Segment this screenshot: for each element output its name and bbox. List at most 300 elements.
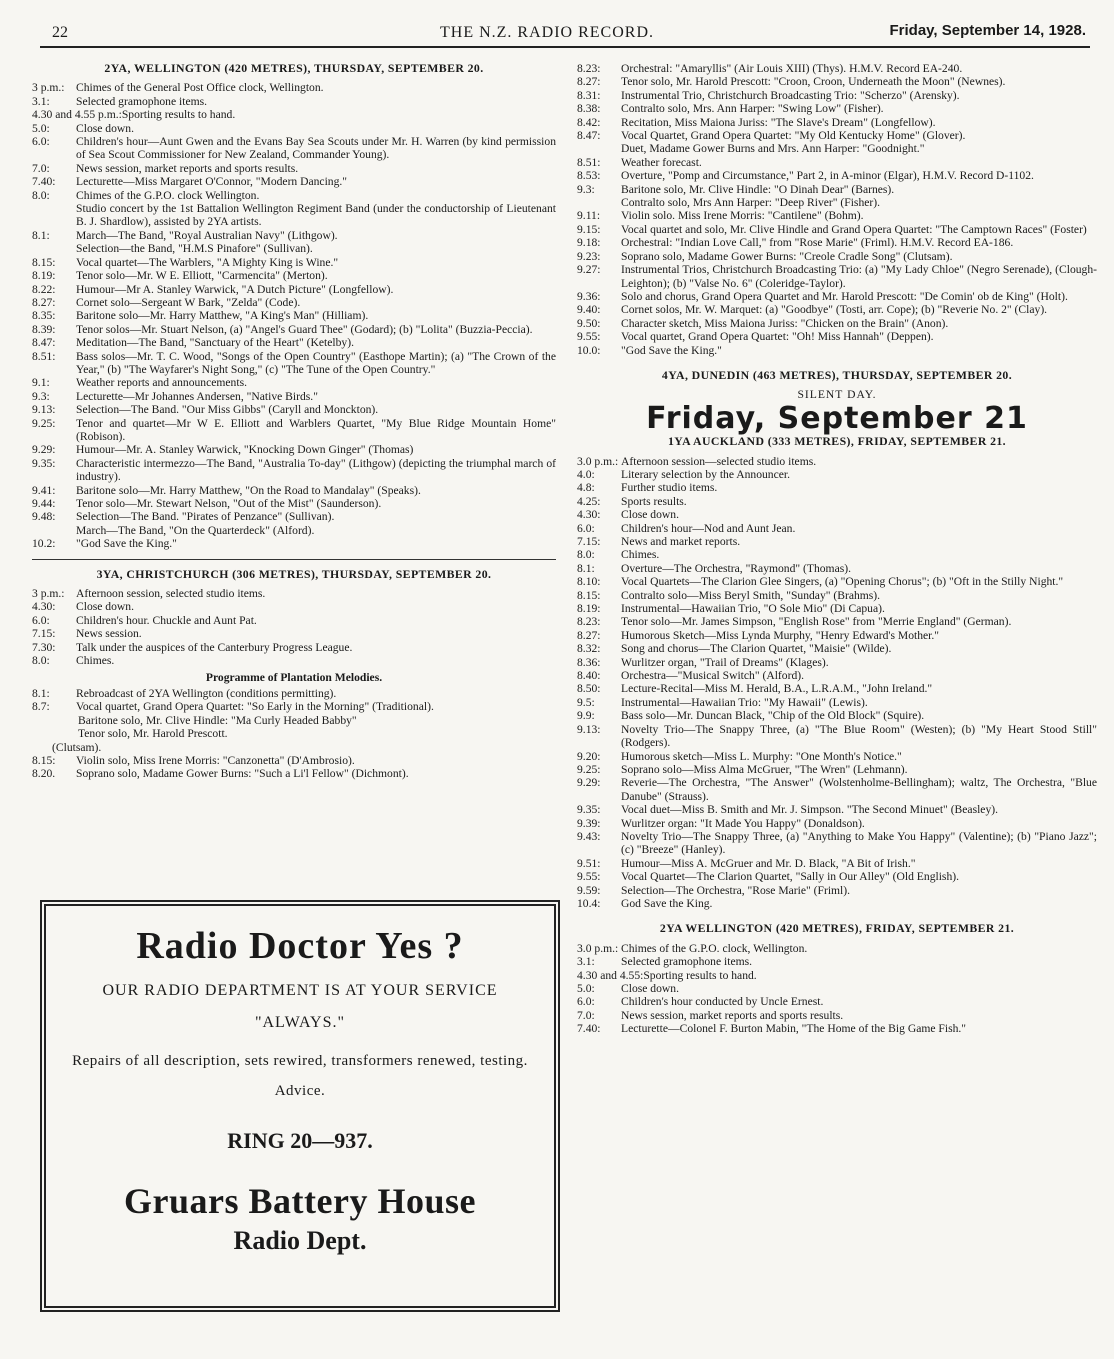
issue-date: Friday, September 14, 1928. bbox=[889, 22, 1086, 39]
programme-entry bbox=[32, 283, 556, 296]
programme-entry bbox=[32, 108, 556, 121]
entry-text: Tenor solo—Mr. Stewart Nelson, "Out of the Mist" (Saunderson). bbox=[76, 497, 382, 510]
programme-entry bbox=[577, 344, 1097, 357]
entry-text: Orchestra—"Musical Switch" (Alford). bbox=[621, 669, 805, 683]
programme-entry bbox=[577, 1009, 1097, 1022]
programme-entry bbox=[577, 969, 1097, 982]
programme-entry bbox=[32, 484, 556, 497]
entry-text: Children's hour—Nod and Aunt Jean. bbox=[621, 521, 796, 535]
entry-text: Vocal quartet and solo, Mr. Clive Hindle and Grand Opera Quartet: "The Camptown Races" (Foster) bbox=[621, 222, 1087, 236]
entry-text: Soprano solo—Miss Alma McGruer, "The Wren" (Lehmann). bbox=[621, 762, 908, 776]
right-column bbox=[577, 62, 1097, 1036]
entry-time: 9.13: bbox=[32, 403, 56, 417]
entry-text: Contralto solo, Mrs Ann Harper: "Deep River" (Fisher). bbox=[621, 196, 881, 210]
entry-text: Baritone solo, Mr. Clive Hindle: "O Dinah Dear" (Barnes). bbox=[621, 182, 895, 196]
programme-entry bbox=[32, 81, 556, 94]
entry-text: Talk under the auspices of the Canterbury Progress League. bbox=[76, 640, 353, 654]
entry-time: 4.25: bbox=[577, 494, 601, 508]
programme-entry bbox=[32, 587, 556, 600]
entry-time: 9.13: bbox=[577, 722, 601, 736]
entry-text: Lecturette—Colonel F. Burton Mabin, "The Home of the Big Game Fish." bbox=[621, 1022, 967, 1036]
entry-text: Soprano solo, Madame Gower Burns: "Such a Li'l Fellow" (Dichmont). bbox=[76, 767, 409, 781]
entry-time: 8.35: bbox=[32, 309, 56, 323]
entry-time: 8.0: bbox=[32, 188, 50, 202]
programme-entry bbox=[577, 682, 1097, 695]
programme-entry bbox=[577, 75, 1097, 88]
section-2ya-friday bbox=[577, 922, 1097, 1035]
entry-time: 9.36: bbox=[577, 289, 601, 303]
entry-time: 8.42: bbox=[577, 115, 601, 129]
entry-text: Contralto solo—Miss Beryl Smith, "Sunday" (Brahms). bbox=[621, 588, 881, 602]
entry-text: News session. bbox=[76, 627, 142, 641]
entry-text: Children's hour conducted by Uncle Ernest. bbox=[621, 995, 824, 1009]
entry-text: Cornet solos, Mr. W. Marquet: (a) "Goodbye" (Tosti, arr. Cope); (b) "Reverie No. 2" (Clay). bbox=[621, 303, 1048, 317]
programme-entry bbox=[577, 317, 1097, 330]
entry-time: 9.29: bbox=[577, 776, 601, 790]
programme-entry bbox=[577, 236, 1097, 249]
programme-entry bbox=[577, 303, 1097, 316]
page-header bbox=[40, 18, 1090, 44]
entry-time: 4.8: bbox=[577, 481, 595, 495]
section-4ya-thursday bbox=[577, 369, 1097, 402]
entry-text: Baritone solo—Mr. Harry Matthew, "On the Road to Mandalay" (Speaks). bbox=[76, 483, 421, 497]
entry-time: 9.44: bbox=[32, 497, 56, 510]
entry-time: 6.0: bbox=[32, 135, 50, 149]
programme-entry bbox=[32, 654, 556, 667]
entry-time: 3 p.m.: bbox=[32, 587, 65, 601]
entry-text: Humour—Miss A. McGruer and Mr. D. Black, "A Bit of Irish." bbox=[621, 856, 916, 870]
section-3ya-thursday bbox=[32, 568, 556, 781]
entry-text: Selection—the Band, "H.M.S Pinafore" (Sullivan). bbox=[76, 242, 313, 256]
entry-text: Studio concert by the 1st Battalion Wellington Regiment Band (under the conductorship of Lieutenant B. J. Shardlow), assisted by 2YA artists. bbox=[76, 202, 556, 229]
programme-entry bbox=[577, 62, 1097, 75]
programme-entry bbox=[577, 817, 1097, 830]
programme-entry bbox=[577, 495, 1097, 508]
ad-repairs-line: Repairs of all description, sets rewired, transformers renewed, testing. Advice. bbox=[72, 1053, 528, 1099]
programme-entry bbox=[577, 183, 1097, 196]
entry-time: 6.0: bbox=[577, 995, 595, 1009]
entry-text: Chimes. bbox=[76, 654, 115, 668]
entry-text: Close down. bbox=[621, 982, 679, 995]
entry-time: 8.27: bbox=[32, 295, 56, 309]
programme-entry bbox=[577, 615, 1097, 628]
entry-time: 9.40: bbox=[577, 303, 601, 317]
entry-text: Sporting results to hand. bbox=[121, 108, 236, 122]
entry-time: 8.19: bbox=[32, 269, 56, 283]
entry-time: 10.4: bbox=[577, 896, 601, 910]
entry-time bbox=[32, 242, 76, 255]
entry-text: Chimes. bbox=[621, 548, 660, 562]
entry-time bbox=[32, 524, 76, 537]
ad-title: Radio Doctor Yes ? bbox=[136, 925, 464, 967]
entry-time: 3 p.m.: bbox=[32, 81, 65, 95]
programme-entry bbox=[577, 589, 1097, 602]
entry-time: 8.23: bbox=[577, 62, 601, 75]
entry-text: Instrumental Trios, Christchurch Broadcasting Trio: (a) "My Lady Chloe" (Negro Serenade), (Clough-Leighton); (b) "Valse No. 6" (Coleridge-Taylor). bbox=[621, 263, 1097, 290]
entry-text: Lecturette—Mr Johannes Andersen, "Native Birds." bbox=[76, 389, 318, 403]
programme-entry bbox=[32, 627, 556, 640]
programme-entry bbox=[577, 995, 1097, 1008]
entry-time: 8.27: bbox=[577, 75, 601, 89]
entry-time: 9.59: bbox=[577, 883, 601, 897]
entry-time: 8.15: bbox=[32, 255, 56, 269]
entry-text: Humour—Mr A. Stanley Warwick, "A Dutch Picture" (Longfellow). bbox=[76, 282, 394, 296]
entry-text: Wurlitzer organ: "It Made You Happy" (Donaldson). bbox=[621, 816, 865, 830]
entry-text: Further studio items. bbox=[621, 481, 718, 495]
programme-entry bbox=[32, 309, 556, 322]
section-heading: 2YA WELLINGTON (420 METRES), FRIDAY, SEPTEMBER 21. bbox=[659, 921, 1015, 936]
ad-always-line: "ALWAYS." bbox=[254, 1014, 346, 1031]
programme-entry bbox=[577, 776, 1097, 803]
entry-text: Rebroadcast of 2YA Wellington (conditions permitting). bbox=[76, 686, 337, 700]
programme-entry bbox=[577, 156, 1097, 169]
programme-entry bbox=[577, 468, 1097, 481]
entry-text: Vocal Quartet—The Clarion Quartet, "Sally in Our Alley" (Old English). bbox=[621, 870, 959, 884]
entry-time: 8.19: bbox=[577, 602, 601, 616]
entry-time: 8.40: bbox=[577, 669, 601, 683]
programme-entry bbox=[577, 575, 1097, 588]
entry-time: 9.27: bbox=[577, 263, 601, 277]
programme-entry bbox=[32, 754, 556, 767]
entry-time: 8.20. bbox=[32, 767, 56, 781]
entry-text: Reverie—The Orchestra, "The Answer" (Wolstenholme-Bellingham); waltz, The Orchestra, "Blue Danube" (Strauss). bbox=[621, 776, 1097, 803]
entry-text: Close down. bbox=[76, 121, 134, 135]
section-heading: 3YA, CHRISTCHURCH (306 METRES), THURSDAY, SEPTEMBER 20. bbox=[96, 566, 492, 581]
entry-time: 8.0: bbox=[32, 654, 50, 668]
programme-entry bbox=[577, 142, 1097, 155]
entry-text: Cornet solo—Sergeant W Bark, "Zelda" (Code). bbox=[76, 295, 301, 309]
entry-time: 8.50: bbox=[577, 682, 601, 696]
programme-entry bbox=[32, 269, 556, 282]
entry-time: 9.55: bbox=[577, 870, 601, 884]
programme-entry bbox=[577, 870, 1097, 883]
entry-time: 9.43: bbox=[577, 829, 601, 843]
section-heading: 4YA, DUNEDIN (463 METRES), THURSDAY, SEPTEMBER 20. bbox=[661, 367, 1013, 382]
entry-text: Humorous sketch—Miss L. Murphy: "One Month's Notice." bbox=[621, 749, 902, 763]
programme-entry bbox=[577, 250, 1097, 263]
entry-time: 4.30 and 4.55 p.m.: bbox=[32, 108, 122, 122]
entry-time: 8.38: bbox=[577, 102, 601, 116]
entry-time: 9.9: bbox=[577, 709, 595, 723]
entry-time: 5.0: bbox=[32, 121, 50, 135]
entry-text: Novelty Trio—The Snappy Three, (a) "The Blue Room" (Westen); (b) "My Heart Stood Still" (Rodgers). bbox=[621, 722, 1097, 750]
programme-entry bbox=[32, 95, 556, 108]
entry-time: 9.55: bbox=[577, 330, 601, 344]
programme-entry bbox=[577, 535, 1097, 548]
entry-time: 9.51: bbox=[577, 856, 601, 870]
entry-text: Chimes of the General Post Office clock, Wellington. bbox=[76, 81, 324, 95]
entry-text: News and market reports. bbox=[621, 535, 741, 548]
programme-entry bbox=[577, 1022, 1097, 1035]
entry-text: Instrumental Trio, Christchurch Broadcasting Trio: "Scherzo" (Arensky). bbox=[621, 88, 960, 102]
programme-entry bbox=[32, 417, 556, 444]
programme-entry bbox=[577, 508, 1097, 521]
entry-time: 8.53: bbox=[577, 169, 601, 183]
programme-entry bbox=[577, 830, 1097, 857]
programme-entry bbox=[32, 122, 556, 135]
programme-entry bbox=[32, 687, 556, 700]
day-heading: Friday, September 21 bbox=[646, 400, 1028, 436]
programme-entry bbox=[577, 696, 1097, 709]
entry-text: News session, market reports and sports results. bbox=[76, 161, 299, 175]
programme-list bbox=[577, 62, 1097, 357]
ad-department: Radio Dept. bbox=[233, 1226, 367, 1255]
programme-entry bbox=[577, 562, 1097, 575]
programme-entry bbox=[32, 189, 556, 202]
entry-text: Baritone solo—Mr. Harry Matthew, "A King's Man" (Hilliam). bbox=[76, 309, 369, 323]
entry-time: 9.5: bbox=[577, 695, 595, 709]
entry-time: 7.40: bbox=[577, 1022, 601, 1036]
programme-entry bbox=[577, 196, 1097, 209]
programme-entry bbox=[32, 229, 556, 242]
programme-heading: Programme of Plantation Melodies. bbox=[205, 671, 383, 685]
entry-time: 7.0: bbox=[577, 1008, 595, 1022]
entry-text: Song and chorus—The Clarion Quartet, "Maisie" (Wilde). bbox=[621, 642, 892, 656]
programme-entry bbox=[32, 510, 556, 523]
programme-entry bbox=[577, 455, 1097, 468]
programme-entry bbox=[577, 522, 1097, 535]
entry-time: 7.15: bbox=[32, 627, 56, 641]
entry-text: Bass solos—Mr. T. C. Wood, "Songs of the Open Country" (Easthope Martin); (a) "The Crown of the Year," (b) "The Wayfarer's Night Song," (c) "The Tune of the Open Country." bbox=[76, 349, 556, 376]
entry-time: 9.15: bbox=[577, 222, 601, 236]
programme-entry bbox=[32, 175, 556, 188]
programme-entry bbox=[577, 884, 1097, 897]
silent-day-note: SILENT DAY. bbox=[797, 388, 877, 402]
programme-list bbox=[577, 455, 1097, 911]
entry-text: Recitation, Miss Maiona Juriss: "The Slave's Dream" (Longfellow). bbox=[621, 115, 936, 129]
entry-time: 8.27: bbox=[577, 628, 601, 642]
entry-time: 8.15: bbox=[577, 588, 601, 602]
entry-text: Selected gramophone items. bbox=[76, 94, 208, 108]
programme-entry bbox=[32, 202, 556, 229]
entry-time: 9.48: bbox=[32, 510, 56, 524]
entry-time: 8.0: bbox=[577, 548, 595, 562]
entry-text: Vocal quartet, Grand Opera Quartet: "Oh! Miss Hannah" (Deppen). bbox=[621, 330, 934, 344]
entry-text: Solo and chorus, Grand Opera Quartet and Mr. Harold Prescott: "De Comin' ob de King" (Holt). bbox=[621, 289, 1068, 303]
entry-text: Instrumental—Hawaiian Trio: "My Hawaii" (Lewis). bbox=[621, 695, 868, 709]
entry-text: Humour—Mr. A. Stanley Warwick, "Knocking Down Ginger" (Thomas) bbox=[76, 443, 414, 457]
programme-entry bbox=[577, 723, 1097, 750]
programme-entry bbox=[577, 129, 1097, 142]
entry-text: Weather reports and announcements. bbox=[76, 376, 247, 390]
entry-time: 3.0 p.m.: bbox=[577, 941, 619, 955]
ad-phone: RING 20—937. bbox=[227, 1128, 373, 1153]
programme-entry bbox=[32, 135, 556, 162]
programme-entry bbox=[32, 296, 556, 309]
entry-text: Orchestral: "Indian Love Call," from "Rose Marie" (Friml). H.M.V. Record EA-186. bbox=[621, 236, 1014, 250]
entry-text: Lecturette—Miss Margaret O'Connor, "Modern Dancing." bbox=[76, 175, 348, 189]
entry-time: 7.15: bbox=[577, 535, 601, 548]
entry-text: Contralto solo, Mrs. Ann Harper: "Swing Low" (Fisher). bbox=[621, 102, 884, 116]
entry-time: 9.3: bbox=[577, 182, 595, 196]
programme-entry bbox=[577, 897, 1097, 910]
entry-text: March—The Band, "On the Quarterdeck" (Alford). bbox=[76, 523, 315, 537]
entry-text: Character sketch, Miss Maiona Juriss: "Chicken on the Brain" (Anon). bbox=[621, 316, 949, 330]
entry-text: Violin solo, Miss Irene Morris: "Canzonetta" (D'Ambrosio). bbox=[76, 753, 355, 767]
entry-text: Sports results. bbox=[621, 494, 687, 508]
programme-entry bbox=[577, 209, 1097, 222]
programme-entry bbox=[577, 481, 1097, 494]
entry-time: 4.30 and 4.55: bbox=[577, 968, 644, 982]
entry-time: 10.0: bbox=[577, 343, 601, 357]
entry-text: Children's hour. Chuckle and Aunt Pat. bbox=[76, 613, 257, 627]
entry-time: 4.30: bbox=[577, 508, 601, 522]
programme-entry bbox=[577, 602, 1097, 615]
entry-text: Literary selection by the Announcer. bbox=[621, 467, 791, 481]
entry-text: March—The Band, "Royal Australian Navy" (Lithgow). bbox=[76, 228, 338, 242]
programme-entry bbox=[577, 942, 1097, 955]
entry-text: Tenor solo, Mr. Harold Prescott: "Croon, Croon, Underneath the Moon" (Newnes). bbox=[621, 75, 1006, 89]
entry-time: 9.3: bbox=[32, 389, 50, 403]
programme-subline: Baritone solo, Mr. Clive Hindle: "Ma Curly Headed Babby" bbox=[78, 713, 357, 727]
entry-text: Tenor solo—Mr. W E. Elliott, "Carmencita" (Merton). bbox=[76, 269, 328, 283]
entry-text: Selected gramophone items. bbox=[621, 955, 753, 969]
programme-entry bbox=[32, 376, 556, 389]
programme-entry bbox=[577, 669, 1097, 682]
entry-text: Vocal Quartets—The Clarion Glee Singers, (a) "Opening Chorus"; (b) "Oft in the Stilly Night." bbox=[621, 575, 1064, 589]
entry-time: 9.23: bbox=[577, 249, 601, 263]
entry-time: 9.11: bbox=[577, 209, 601, 223]
entry-text: Overture—The Orchestra, "Raymond" (Thomas). bbox=[621, 561, 851, 575]
entry-text: Wurlitzer organ, "Trail of Dreams" (Klages). bbox=[621, 655, 829, 669]
programme-entry bbox=[32, 443, 556, 456]
programme-entry bbox=[32, 767, 556, 780]
section-heading: 1YA AUCKLAND (333 METRES), FRIDAY, SEPTEMBER 21. bbox=[667, 434, 1007, 449]
programme-entry bbox=[577, 102, 1097, 115]
entry-time: 8.39: bbox=[32, 322, 56, 336]
left-column bbox=[32, 62, 556, 781]
programme-entry bbox=[577, 709, 1097, 722]
entry-text: Sporting results to hand. bbox=[643, 968, 757, 982]
entry-text: Vocal quartet, Grand Opera Quartet: "So Early in the Morning" (Traditional). bbox=[76, 700, 434, 714]
programme-subline: Tenor solo, Mr. Harold Prescott. bbox=[78, 727, 228, 741]
entry-text: Vocal duet—Miss B. Smith and Mr. J. Simpson. "The Second Minuet" (Beasley). bbox=[621, 803, 999, 817]
entry-text: Novelty Trio—The Snappy Three, (a) "Anything to Make You Happy" (Valentine); (b) "Piano Jazz"; (c) "Breeze" (Hanley). bbox=[621, 829, 1097, 857]
entry-text: Meditation—The Band, "Sanctuary of the Heart" (Ketelby). bbox=[76, 336, 354, 350]
entry-time: 8.47: bbox=[32, 336, 56, 350]
entry-text: Overture, "Pomp and Circumstance," Part 2, in A-minor (Elgar), H.M.V. Record D-1102. bbox=[621, 169, 1034, 183]
section-1ya-friday bbox=[577, 435, 1097, 910]
entry-text: Characteristic intermezzo—The Band, "Australia To-day" (Lithgow) (depicting the triumphal march of industry). bbox=[76, 456, 556, 484]
entry-text: Children's hour—Aunt Gwen and the Evans Bay Sea Scouts under Mr. H. Warren (by kind permission of Sea Scout Commissioner for New Zealand, Commander Young). bbox=[76, 135, 556, 162]
programme-list bbox=[32, 687, 556, 714]
entry-time: 8.1: bbox=[32, 228, 50, 242]
programme-entry bbox=[32, 350, 556, 377]
entry-time: 3.0 p.m.: bbox=[577, 454, 619, 468]
entry-text: Soprano solo, Madame Gower Burns: "Creole Cradle Song" (Clutsam). bbox=[621, 249, 953, 263]
programme-entry bbox=[32, 323, 556, 336]
programme-entry bbox=[577, 642, 1097, 655]
entry-time: 10.2: bbox=[32, 537, 56, 551]
programme-entry bbox=[577, 290, 1097, 303]
section-divider bbox=[32, 559, 556, 560]
entry-text: Close down. bbox=[621, 508, 679, 522]
entry-text: Lecture-Recital—Miss M. Herald, B.A., L.R.A.M., "John Ireland." bbox=[621, 682, 933, 696]
programme-entry bbox=[32, 600, 556, 613]
programme-entry bbox=[32, 242, 556, 255]
entry-text: Bass solo—Mr. Duncan Black, "Chip of the Old Block" (Squire). bbox=[621, 709, 925, 723]
entry-time: 5.0: bbox=[577, 982, 595, 995]
programme-entry bbox=[577, 116, 1097, 129]
programme-entry bbox=[32, 700, 556, 713]
entry-time: 8.51: bbox=[577, 155, 601, 169]
entry-time: 3.1: bbox=[577, 955, 595, 969]
programme-list bbox=[32, 81, 556, 550]
entry-time: 8.10: bbox=[577, 575, 601, 589]
entry-time bbox=[32, 202, 76, 229]
ad-business-name: Gruars Battery House bbox=[124, 1181, 476, 1221]
entry-time: 9.20: bbox=[577, 749, 601, 763]
entry-text: Duet, Madame Gower Burns and Mrs. Ann Harper: "Goodnight." bbox=[621, 142, 925, 156]
entry-time: 7.0: bbox=[32, 161, 50, 175]
programme-entry bbox=[577, 857, 1097, 870]
programme-entry bbox=[577, 548, 1097, 561]
entry-text: Weather forecast. bbox=[621, 155, 702, 169]
entry-time: 9.18: bbox=[577, 236, 601, 250]
programme-entry bbox=[577, 263, 1097, 290]
programme-list bbox=[32, 587, 556, 667]
entry-time: 8.22: bbox=[32, 282, 56, 296]
entry-text: Chimes of the G.P.O. clock, Wellington. bbox=[621, 941, 808, 955]
entry-text: Humorous Sketch—Miss Lynda Murphy, "Henry Edward's Mother." bbox=[621, 628, 940, 642]
entry-time: 9.25: bbox=[577, 762, 601, 776]
programme-entry bbox=[32, 524, 556, 537]
entry-text: Orchestral: "Amaryllis" (Air Louis XIII) (Thys). H.M.V. Record EA-240. bbox=[621, 62, 963, 75]
ad-service-line: OUR RADIO DEPARTMENT IS AT YOUR SERVICE bbox=[102, 982, 498, 999]
entry-text: Vocal quartet—The Warblers, "A Mighty King is Wine." bbox=[76, 255, 339, 269]
entry-time: 8.7: bbox=[32, 700, 50, 714]
entry-text: Selection—The Orchestra, "Rose Marie" (Friml). bbox=[621, 883, 851, 897]
programme-entry bbox=[32, 641, 556, 654]
programme-entry bbox=[32, 457, 556, 484]
programme-entry bbox=[577, 223, 1097, 236]
page-number: 22 bbox=[52, 24, 68, 41]
entry-time: 9.1: bbox=[32, 376, 50, 390]
entry-time: 8.23: bbox=[577, 615, 601, 629]
entry-text: Selection—The Band. "Pirates of Penzance" (Sullivan). bbox=[76, 510, 335, 524]
entry-text: Afternoon session—selected studio items. bbox=[621, 454, 817, 468]
programme-entry bbox=[577, 656, 1097, 669]
publication-title: THE N.Z. RADIO RECORD. bbox=[440, 24, 654, 41]
programme-entry bbox=[577, 89, 1097, 102]
entry-time: 9.41: bbox=[32, 483, 56, 497]
programme-entry bbox=[577, 763, 1097, 776]
entry-text: Selection—The Band. "Our Miss Gibbs" (Caryll and Monckton). bbox=[76, 403, 379, 417]
entry-time: 9.25: bbox=[32, 416, 56, 430]
entry-time: 8.15: bbox=[32, 753, 56, 767]
programme-entry bbox=[577, 629, 1097, 642]
entry-time: 9.35: bbox=[32, 456, 56, 470]
entry-time: 7.30: bbox=[32, 640, 56, 654]
entry-text: Violin solo. Miss Irene Morris: "Cantilene" (Bohm). bbox=[621, 209, 864, 223]
entry-text: Tenor solo—Mr. James Simpson, "English Rose" from "Merrie England" (German). bbox=[621, 615, 1012, 629]
programme-entry bbox=[32, 162, 556, 175]
entry-time: 8.32: bbox=[577, 642, 601, 656]
section-heading: 2YA, WELLINGTON (420 METRES), THURSDAY, SEPTEMBER 20. bbox=[104, 61, 484, 75]
programme-entry bbox=[577, 803, 1097, 816]
programme-entry bbox=[577, 750, 1097, 763]
programme-list bbox=[577, 942, 1097, 1036]
entry-text: "God Save the King." bbox=[621, 343, 722, 357]
entry-time: 8.51: bbox=[32, 349, 56, 363]
advertisement-box bbox=[40, 900, 560, 1312]
entry-time: 7.40: bbox=[32, 175, 56, 189]
entry-time: 8.36: bbox=[577, 655, 601, 669]
programme-entry bbox=[32, 256, 556, 269]
programme-entry bbox=[32, 403, 556, 416]
entry-time: 9.50: bbox=[577, 316, 601, 330]
entry-text: News session, market reports and sports results. bbox=[621, 1008, 844, 1022]
